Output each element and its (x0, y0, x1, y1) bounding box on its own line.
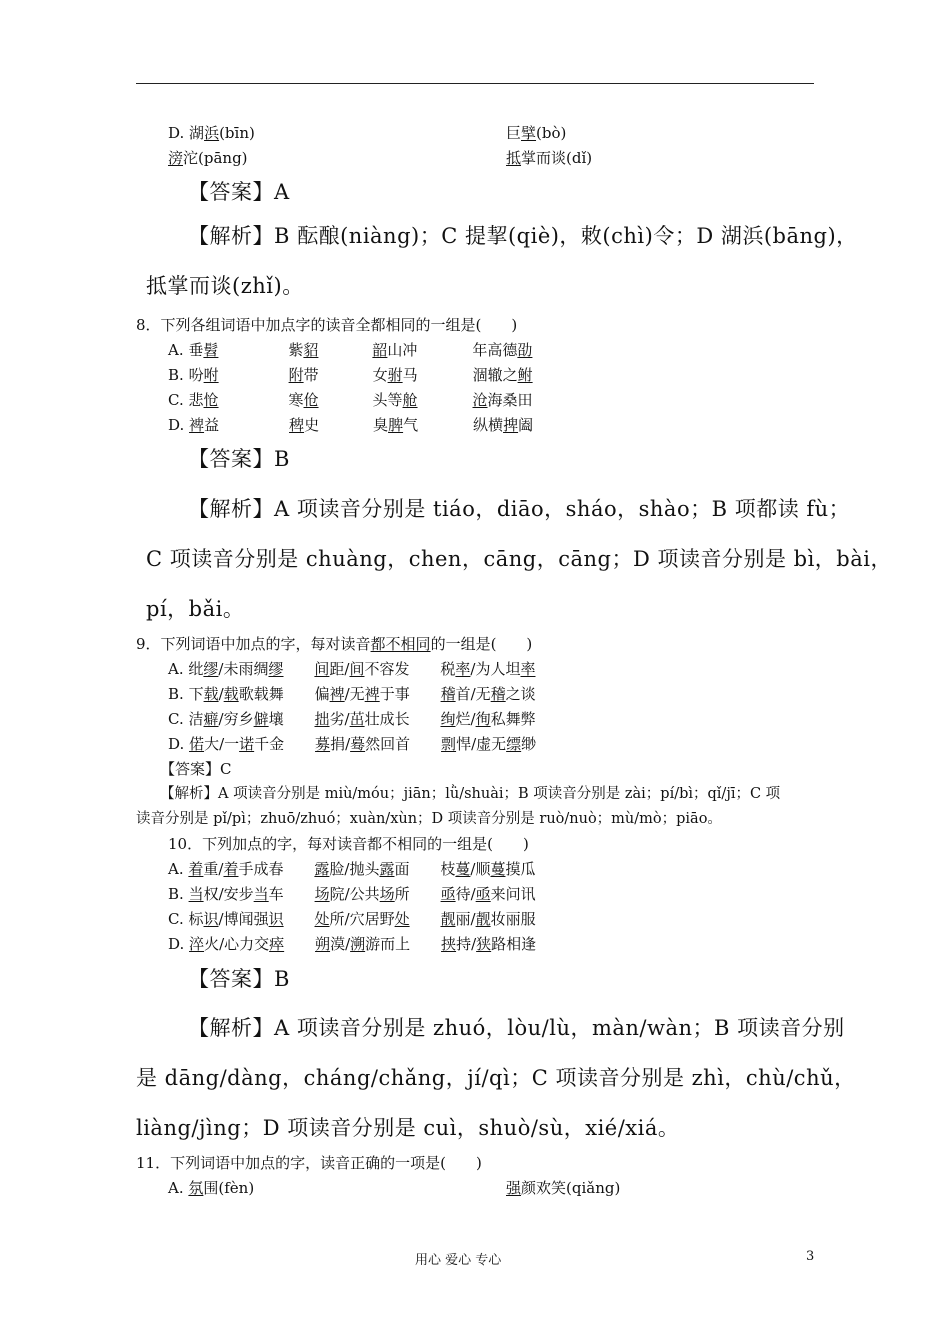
q9-stem: 9．下列词语中加点的字，每对读音都不相同的一组是( ) (136, 635, 533, 653)
q7-option-d-row1: D. 湖浜(bīn) (168, 124, 255, 142)
q10-analysis-line2: 是 dāng/dàng，cháng/chǎng，jí/qì；C 项读音分别是 zhì，chù/chǔ， (136, 1066, 856, 1090)
footer-slogan: 用心 爱心 专心 (415, 1253, 502, 1268)
q8-option-d: D. 裨益 稗史 臭脾气 纵横捭阖 (168, 416, 534, 434)
q7-option-d-item3: 滂沱(pāng) (168, 149, 248, 167)
q9-option-a: A. 纰缪/未雨绸缪 间距/间不容发 税率/为人坦率 (168, 660, 536, 678)
q8-stem: 8．下列各组词语中加点字的读音全都相同的一组是( ) (136, 316, 518, 334)
q10-option-c: C. 标识/博闻强识 处所/穴居野处 靓丽/靓妆丽服 (168, 910, 536, 928)
q9-option-b: B. 下载/载歌载舞 偏裨/无裨于事 稽首/无稽之谈 (168, 685, 536, 703)
header-rule (136, 83, 814, 84)
q9-analysis-line1: 【解析】A 项读音分别是 miù/móu；jiān；lǜ/shuài；B 项读音分别是 zài；pí/bì；qǐ/jī；C 项 (160, 786, 781, 802)
q7-analysis-line1: 【解析】B 酝酿(niàng)；C 提挈(qiè)，敕(chì)令；D 湖浜(bāng)， (188, 224, 858, 248)
q9-option-d: D. 偌大/一诺千金 募捐/蓦然回首 剽悍/虚无缥缈 (168, 735, 537, 753)
q7-option-d-item2: 巨擘(bò) (506, 124, 567, 142)
q10-answer: 【答案】B (188, 967, 290, 991)
q11-option-a-item2: 强颜欢笑(qiǎng) (506, 1179, 621, 1197)
q11-option-a-item1: A. 氛围(fèn) (168, 1179, 255, 1197)
q8-option-b: B. 吩咐 附带 女驸马 涸辙之鲋 (168, 366, 533, 384)
q9-answer: 【答案】C (160, 760, 232, 778)
q9-option-c: C. 洁癖/穷乡僻壤 拙劣/茁壮成长 绚烂/徇私舞弊 (168, 710, 536, 728)
q9-analysis-line2: 读音分别是 pǐ/pì；zhuō/zhuó；xuàn/xùn；D 项读音分别是 ruò/nuò；mù/mò；piāo。 (136, 811, 722, 827)
q7-option-d-item4: 抵掌而谈(dǐ) (506, 149, 593, 167)
page-number: 3 (806, 1249, 815, 1264)
q10-option-b: B. 当权/安步当车 场院/公共场所 亟待/亟来问讯 (168, 885, 536, 903)
q8-analysis-line3: pí，bǎi。 (146, 597, 245, 621)
q8-analysis-line2: C 项读音分别是 chuàng，chen，cāng，cāng；D 项读音分别是 bì，bài， (146, 547, 892, 571)
q10-stem: 10．下列加点的字，每对读音都不相同的一组是( ) (168, 835, 529, 853)
q8-option-a: A. 垂髫 紫貂 韶山冲 年高德劭 (168, 341, 533, 359)
q8-analysis-line1: 【解析】A 项读音分别是 tiáo，diāo，sháo，shào；B 项都读 fù； (188, 497, 851, 521)
q8-option-c: C. 悲怆 寒伧 头等舱 沧海桑田 (168, 391, 533, 409)
q8-answer: 【答案】B (188, 447, 290, 471)
q10-option-d: D. 淬火/心力交瘁 朔漠/溯游而上 挟持/狭路相逢 (168, 935, 537, 953)
q7-analysis-line2: 抵掌而谈(zhǐ)。 (146, 274, 304, 298)
q11-stem: 11．下列词语中加点的字，读音正确的一项是( ) (136, 1154, 482, 1172)
q10-option-a: A. 着重/着手成春 露脸/抛头露面 枝蔓/顺蔓摸瓜 (168, 860, 536, 878)
q7-answer: 【答案】A (188, 180, 290, 204)
q10-analysis-line3: liàng/jìng；D 项读音分别是 cuì，shuò/sù，xié/xiá。 (136, 1116, 680, 1140)
q10-analysis-line1: 【解析】A 项读音分别是 zhuó，lòu/lù，màn/wàn；B 项读音分别 (188, 1016, 845, 1040)
